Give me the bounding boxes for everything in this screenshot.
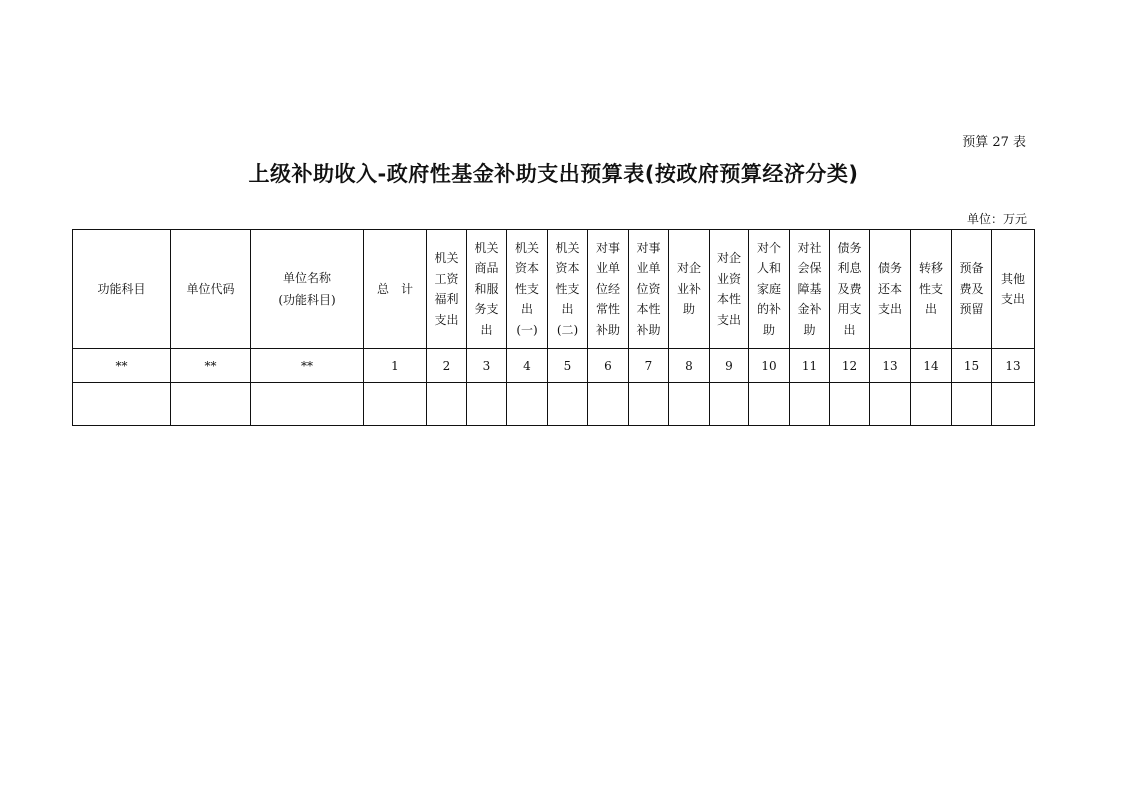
header-unit-name — [251, 230, 364, 349]
data-cell — [427, 383, 467, 426]
header-unit-name-sub: (功能科目) — [278, 293, 336, 307]
header-col-8: 对企业资本性支出 — [710, 230, 749, 349]
header-col-14: 预备费及预留 — [952, 230, 992, 349]
header-col-1: 机关工资福利支出 — [427, 230, 467, 349]
data-cell — [629, 383, 669, 426]
data-cell — [251, 383, 364, 426]
header-row — [73, 230, 1035, 349]
header-col-15: 其他支出 — [992, 230, 1035, 349]
data-cell — [870, 383, 911, 426]
header-unit-code: 单位代码 — [171, 230, 251, 349]
header-col-11: 债务利息及费用支出 — [830, 230, 870, 349]
data-cell — [73, 383, 171, 426]
index-cell: 10 — [749, 349, 790, 383]
header-col-5: 对事业单位经常性补助 — [588, 230, 629, 349]
index-cell: 8 — [669, 349, 710, 383]
index-cell: 9 — [710, 349, 749, 383]
header-col-7: 对企业补助 — [669, 230, 710, 349]
data-cell — [467, 383, 507, 426]
header-col-3: 机关资本性支出(一) — [507, 230, 548, 349]
header-func-subject: 功能科目 — [73, 230, 171, 349]
index-cell: 11 — [790, 349, 830, 383]
index-cell: 5 — [548, 349, 588, 383]
index-cell: 13 — [870, 349, 911, 383]
header-col-2: 机关商品和服务支出 — [467, 230, 507, 349]
index-cell: 13 — [992, 349, 1035, 383]
header-total: 总 计 — [364, 230, 427, 349]
header-col-13: 转移性支出 — [911, 230, 952, 349]
data-cell — [548, 383, 588, 426]
data-cell — [171, 383, 251, 426]
data-cell — [364, 383, 427, 426]
index-cell: 12 — [830, 349, 870, 383]
data-cell — [588, 383, 629, 426]
page-title: 上级补助收入-政府性基金补助支出预算表(按政府预算经济分类) — [248, 162, 859, 186]
index-cell: ** — [171, 349, 251, 383]
index-cell: 6 — [588, 349, 629, 383]
header-unit-name-main: 单位名称 — [282, 271, 331, 285]
data-cell — [992, 383, 1035, 426]
data-cell — [952, 383, 992, 426]
header-col-4: 机关资本性支出(二) — [548, 230, 588, 349]
index-cell: 4 — [507, 349, 548, 383]
index-cell: 7 — [629, 349, 669, 383]
data-cell — [710, 383, 749, 426]
data-cell — [790, 383, 830, 426]
header-col-12: 债务还本支出 — [870, 230, 911, 349]
data-cell — [830, 383, 870, 426]
data-cell — [507, 383, 548, 426]
unit-label: 单位：万元 — [966, 212, 1027, 226]
index-row — [73, 349, 1035, 383]
index-cell: ** — [73, 349, 171, 383]
header-col-10: 对社会保障基金补助 — [790, 230, 830, 349]
data-cell — [749, 383, 790, 426]
index-cell: 14 — [911, 349, 952, 383]
index-cell: ** — [251, 349, 364, 383]
data-cell — [669, 383, 710, 426]
index-cell: 1 — [364, 349, 427, 383]
data-row-empty — [73, 383, 1035, 426]
table-number: 预算 27 表 — [962, 135, 1026, 150]
header-col-9: 对个人和家庭的补助 — [749, 230, 790, 349]
data-cell — [911, 383, 952, 426]
index-cell: 3 — [467, 349, 507, 383]
budget-table — [72, 229, 1035, 426]
index-cell: 15 — [952, 349, 992, 383]
index-cell: 2 — [427, 349, 467, 383]
header-col-6: 对事业单位资本性补助 — [629, 230, 669, 349]
